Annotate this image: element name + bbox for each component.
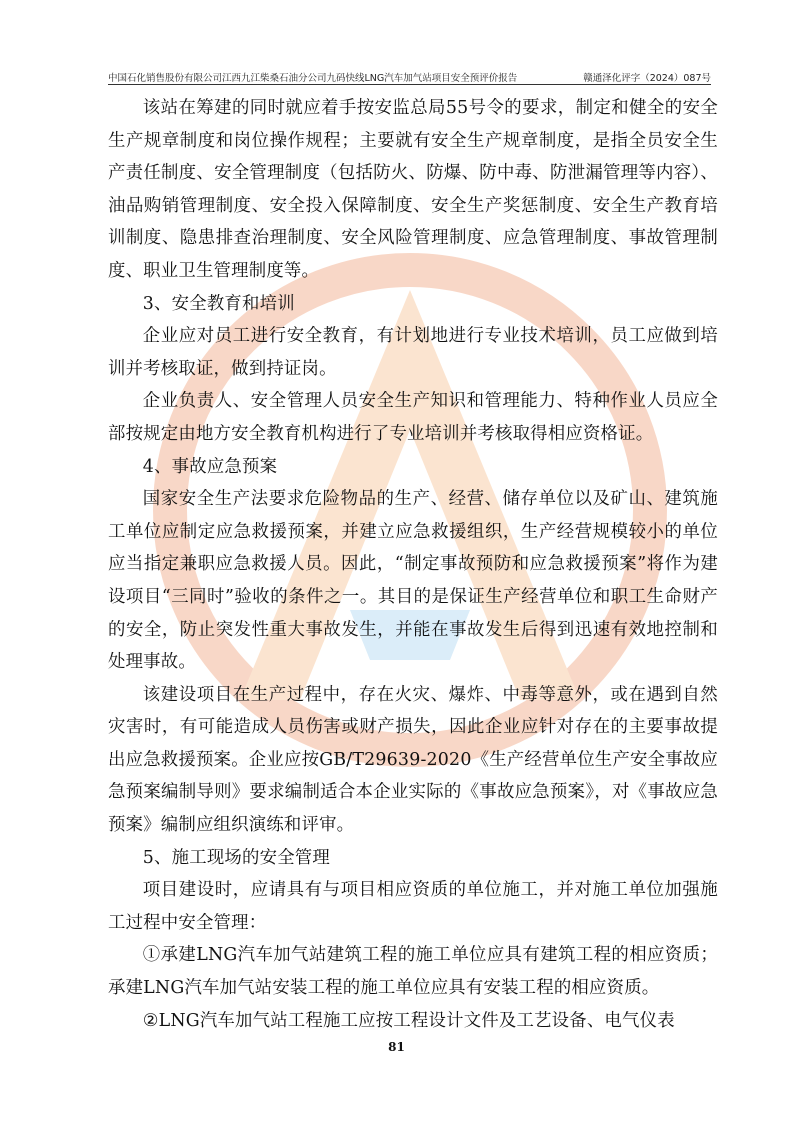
header-report-title: 中国石化销售股份有限公司江西九江柴桑石油分公司九码快线LNG汽车加气站项目安全预评价报告 [108, 73, 518, 84]
page-header [108, 66, 711, 85]
page-number: 81 [388, 1040, 405, 1054]
paragraph: 该建设项目在生产过程中，存在火灾、爆炸、中毒等意外，或在遇到自然灾害时，有可能造成人员伤害或财产损失，因此企业应针对存在的主要事故提出应急救援预案。企业应按GB/T29639-2020《生产经营单位生产安全事故应急预案编制导则》要求编制适合本企业实际的《事故应急预案》，对《事故应急预案》编制应组织演练和评审。 [108, 684, 718, 836]
paragraph: 企业应对员工进行安全教育，有计划地进行专业技术培训，员工应做到培训并考核取证，做到持证岗。 [108, 326, 718, 379]
section-heading: 5、施工现场的安全管理 [142, 847, 330, 868]
header-report-number: 赣通泽化评字（2024）087号 [583, 73, 711, 84]
list-item: ②LNG汽车加气站工程施工应按工程设计文件及工艺设备、电气仪表 [142, 1010, 675, 1031]
section-heading: 3、安全教育和培训 [142, 293, 295, 314]
list-item: ①承建LNG汽车加气站建筑工程的施工单位应具有建筑工程的相应资质；承建LNG汽车加气站安装工程的施工单位应具有安装工程的相应资质。 [108, 945, 718, 999]
paragraph: 企业负责人、安全管理人员安全生产知识和管理能力、特种作业人员应全部按规定由地方安全教育机构进行了专业培训并考核取得相应资格证。 [108, 391, 718, 444]
section-heading: 4、事故应急预案 [142, 456, 278, 477]
paragraph: 该站在筹建的同时就应着手按安监总局55号令的要求，制定和健全的安全生产规章制度和岗位操作规程；主要就有安全生产规章制度，是指全员安全生产责任制度、安全管理制度（包括防火、防爆、防中毒、防泄漏管理等内容）、油品购销管理制度、安全投入保障制度、安全生产奖惩制度、安全生产教育培训制度、隐患排查治理制度、安全风险管理制度、应急管理制度、事故管理制度、职业卫生管理制度等。 [108, 98, 718, 281]
paragraph: 项目建设时，应请具有与项目相应资质的单位施工，并对施工单位加强施工过程中安全管理： [108, 880, 718, 933]
paragraph: 国家安全生产法要求危险物品的生产、经营、储存单位以及矿山、建筑施工单位应制定应急救援预案，并建立应急救援组织，生产经营规模较小的单位应当指定兼职应急救援人员。因此，“制定事故预防和应急救援预案”将作为建设项目“三同时”验收的条件之一。其目的是保证生产经营单位和职工生命财产的安全，防止突发性重大事故发生，并能在事故发生后得到迅速有效地控制和处理事故。 [108, 489, 718, 673]
document-body [108, 92, 718, 1037]
